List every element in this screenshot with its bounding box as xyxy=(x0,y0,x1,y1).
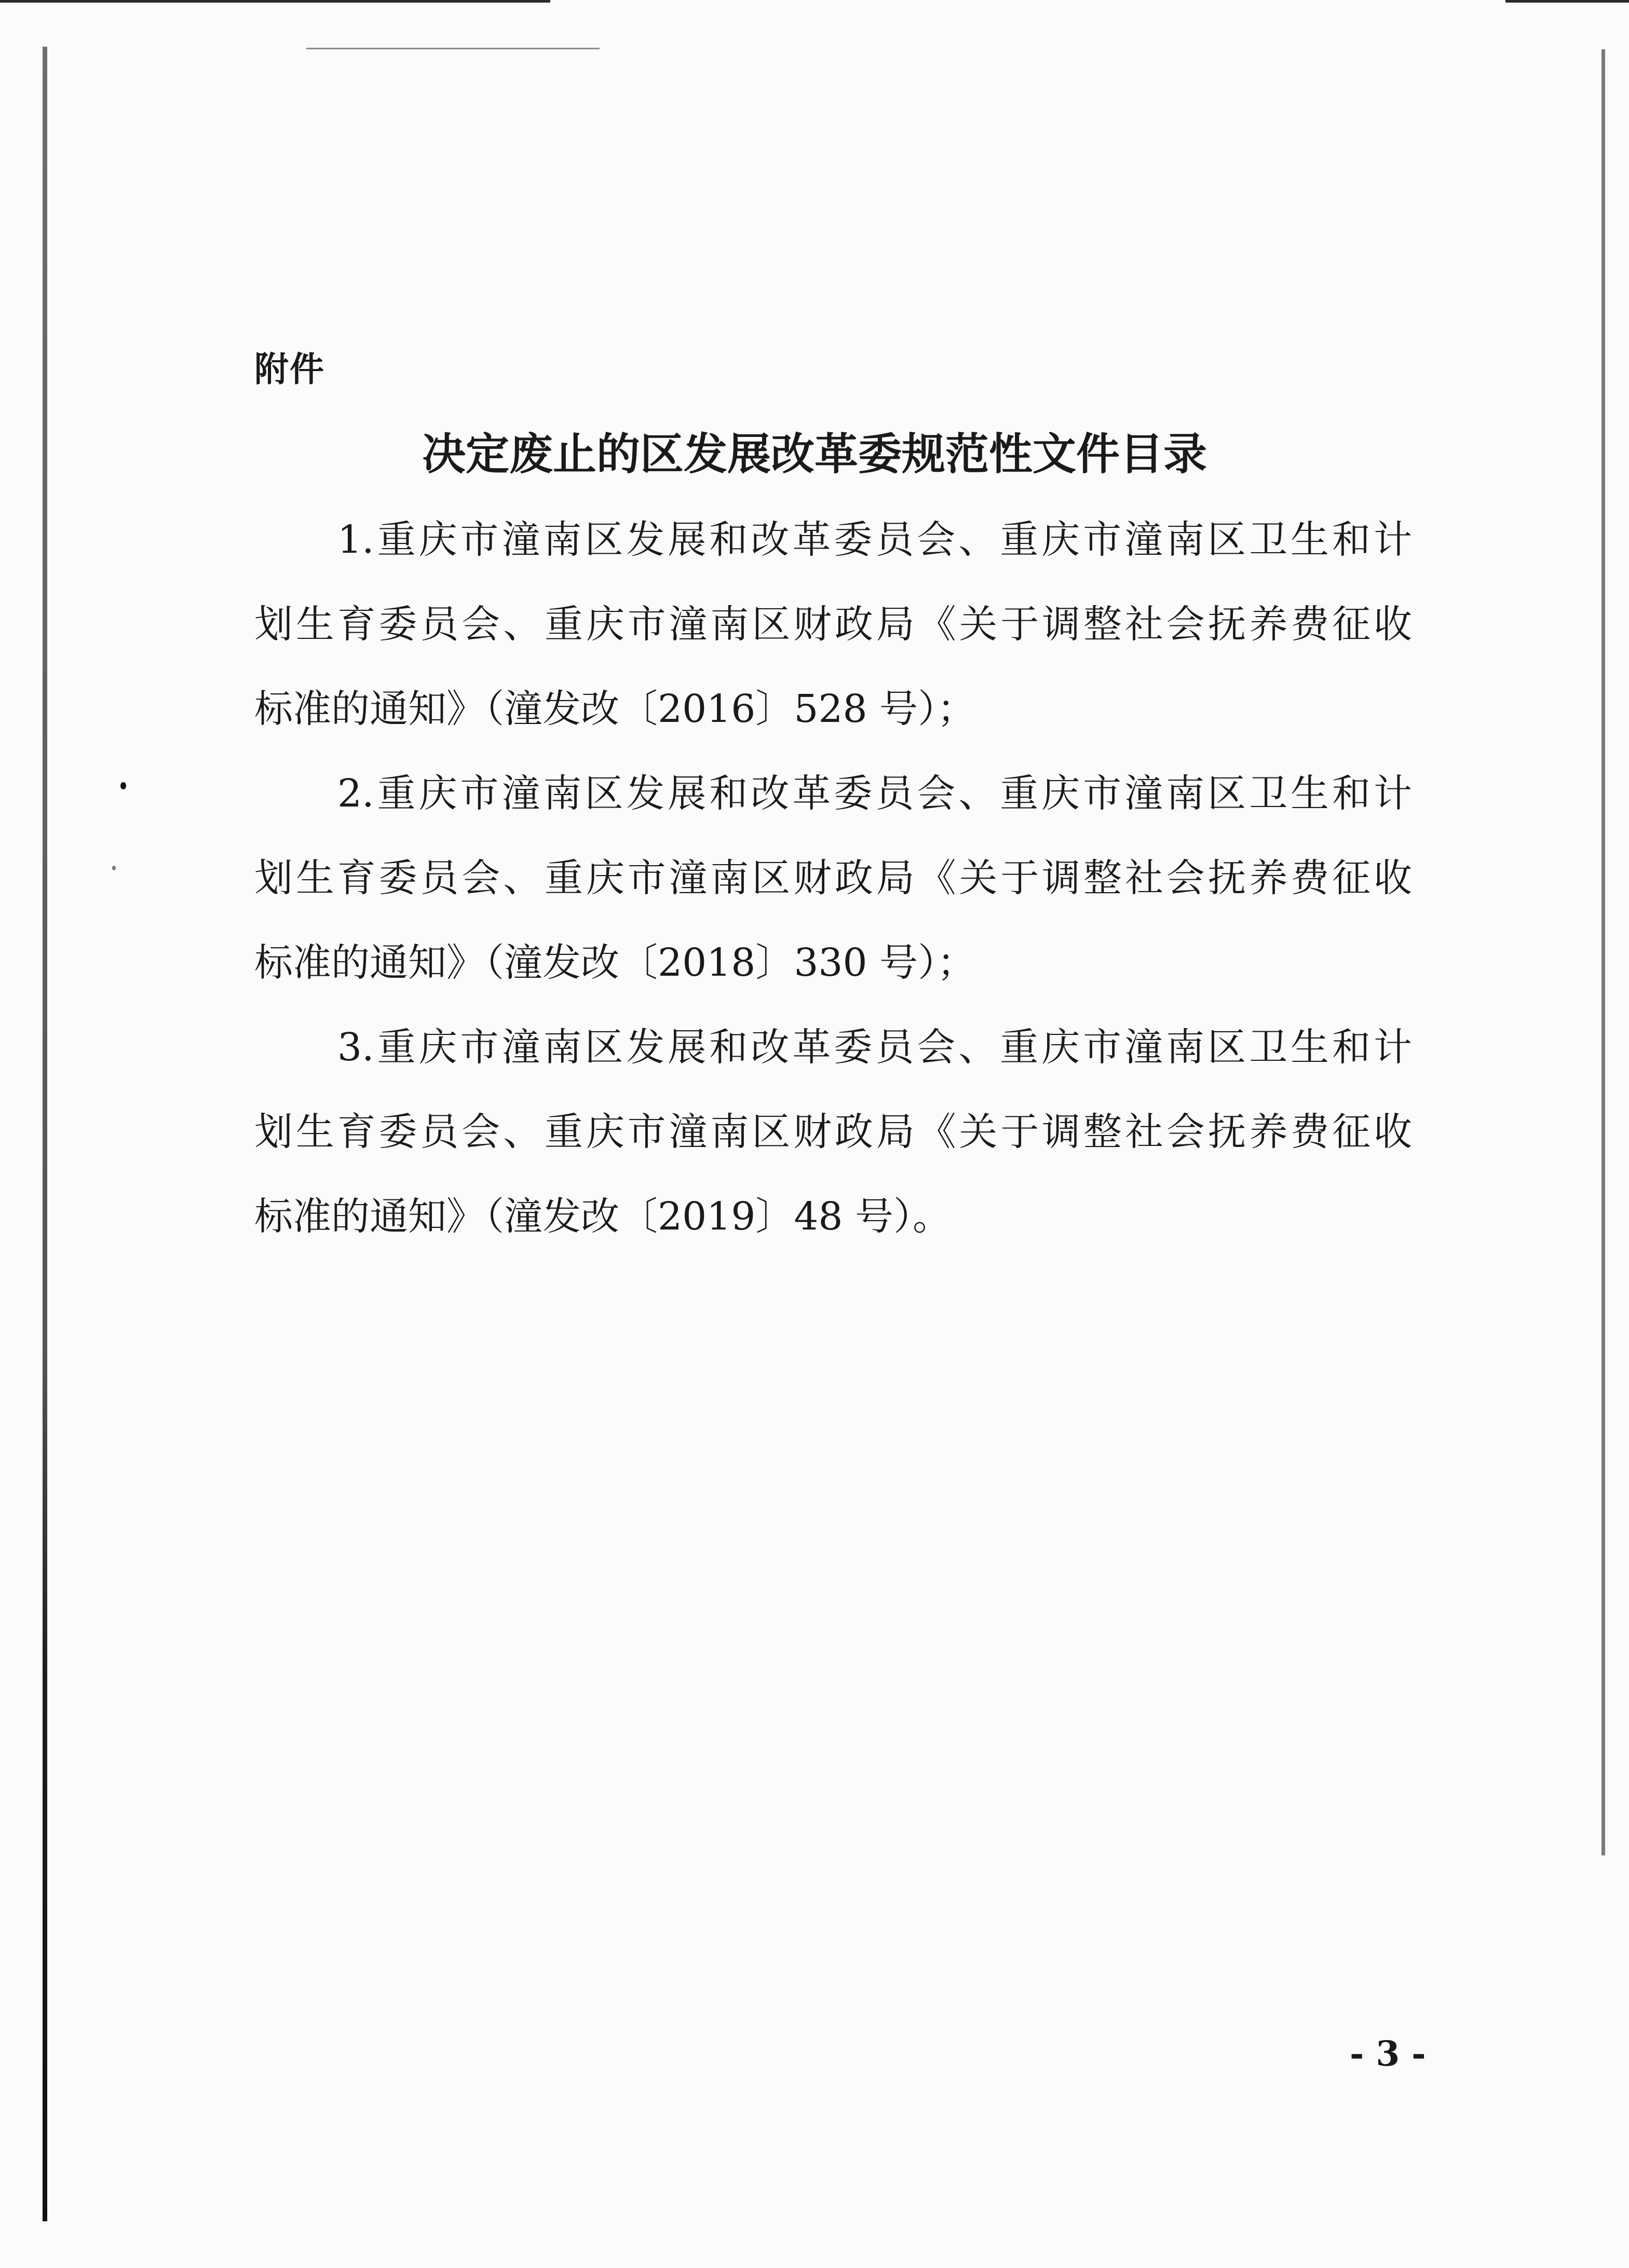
entry-2-line-1: 2.重庆市潼南区发展和改革委员会、重庆市潼南区卫生和计 xyxy=(337,771,1412,816)
entry-1-line-3: 标准的通知》（潼发改〔2016〕528 号）； xyxy=(254,687,976,731)
scan-speck xyxy=(120,782,126,789)
entry-2-line-3: 标准的通知》（潼发改〔2018〕330 号）； xyxy=(254,940,976,985)
entry-3-line-1: 3.重庆市潼南区发展和改革委员会、重庆市潼南区卫生和计 xyxy=(337,1025,1412,1070)
scan-speck xyxy=(112,866,116,870)
scan-top-rule xyxy=(306,48,600,49)
document-title: 决定废止的区发展改革委规范性文件目录 xyxy=(422,428,1207,480)
scan-edge-left xyxy=(43,47,47,2221)
entry-3-line-3: 标准的通知》（潼发改〔2019〕48 号）。 xyxy=(254,1194,952,1239)
entry-3-line-2: 划生育委员会、重庆市潼南区财政局《关于调整社会抚养费征收 xyxy=(254,1110,1412,1154)
entry-2-line-2: 划生育委员会、重庆市潼南区财政局《关于调整社会抚养费征收 xyxy=(254,856,1412,900)
entry-1-line-2: 划生育委员会、重庆市潼南区财政局《关于调整社会抚养费征收 xyxy=(254,602,1412,647)
scan-edge-right xyxy=(1601,49,1605,1855)
page-number: - 3 - xyxy=(1350,2033,1426,2074)
scan-edge-top-right xyxy=(1505,0,1629,3)
scan-edge-top-left xyxy=(0,0,550,3)
entry-1-line-1: 1.重庆市潼南区发展和改革委员会、重庆市潼南区卫生和计 xyxy=(337,517,1412,562)
attachment-label: 附件 xyxy=(254,349,325,389)
